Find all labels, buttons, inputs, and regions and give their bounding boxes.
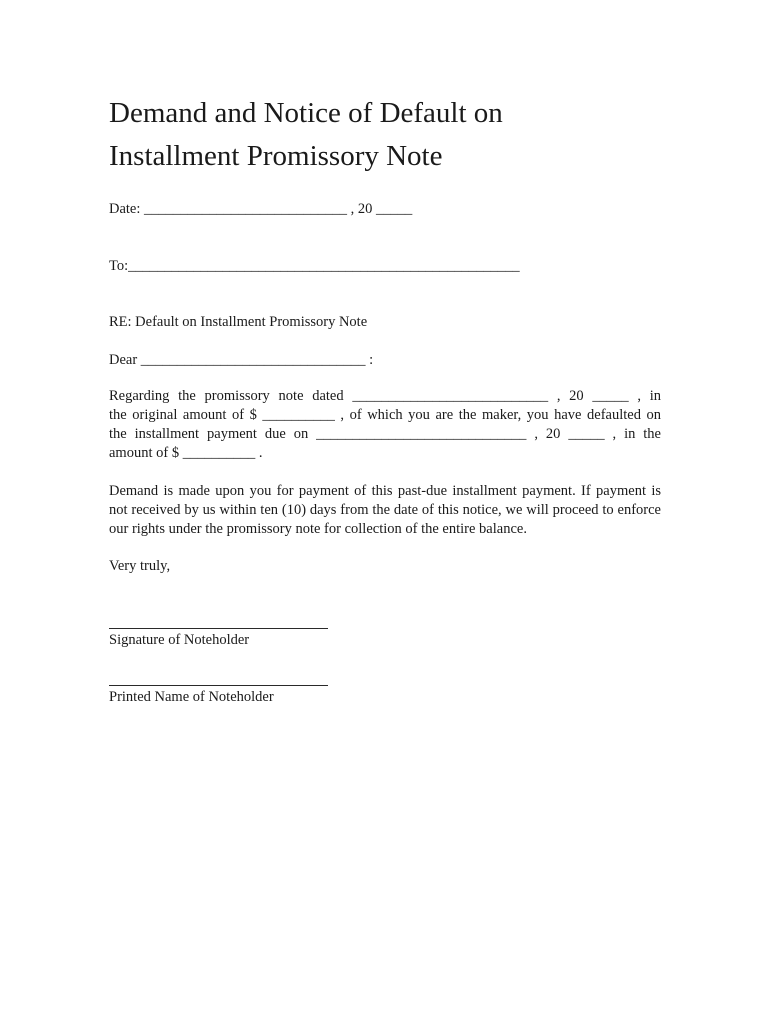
paragraph1-line-1: Regarding the promissory note dated ___________________________ , 20 _____ , in bbox=[109, 388, 661, 404]
paragraph1-line-4: amount of $ __________ . bbox=[109, 445, 263, 461]
signature-rule bbox=[109, 628, 328, 629]
paragraph-default-details bbox=[109, 387, 661, 463]
re-line: RE: Default on Installment Promissory Note bbox=[109, 314, 368, 330]
printed-name-label: Printed Name of Noteholder bbox=[109, 689, 274, 705]
document-title bbox=[109, 92, 669, 178]
title-line-2: Installment Promissory Note bbox=[109, 140, 443, 172]
paragraph1-line-2: the original amount of $ __________ , of which you are the maker, you have defaulted on bbox=[109, 407, 661, 423]
paragraph2-line-2: not received by us within ten (10) days from the date of this notice, we will proceed to enforce bbox=[109, 502, 661, 518]
salutation-line: Dear _______________________________ : bbox=[109, 352, 374, 368]
signature-label: Signature of Noteholder bbox=[109, 632, 250, 648]
paragraph1-line-3: the installment payment due on _____________________________ , 20 _____ , in the bbox=[109, 426, 661, 442]
date-line: Date: ____________________________ , 20 _____ bbox=[109, 201, 413, 217]
paragraph2-line-3: our rights under the promissory note for collection of the entire balance. bbox=[109, 521, 527, 537]
paragraph2-line-1: Demand is made upon you for payment of this past-due installment payment. If payment is bbox=[109, 483, 661, 499]
recipient-line: To:______________________________________________________ bbox=[109, 258, 520, 274]
printed-name-rule bbox=[109, 685, 328, 686]
title-line-1: Demand and Notice of Default on bbox=[109, 97, 503, 129]
closing-line: Very truly, bbox=[109, 558, 171, 574]
paragraph-demand bbox=[109, 482, 661, 539]
